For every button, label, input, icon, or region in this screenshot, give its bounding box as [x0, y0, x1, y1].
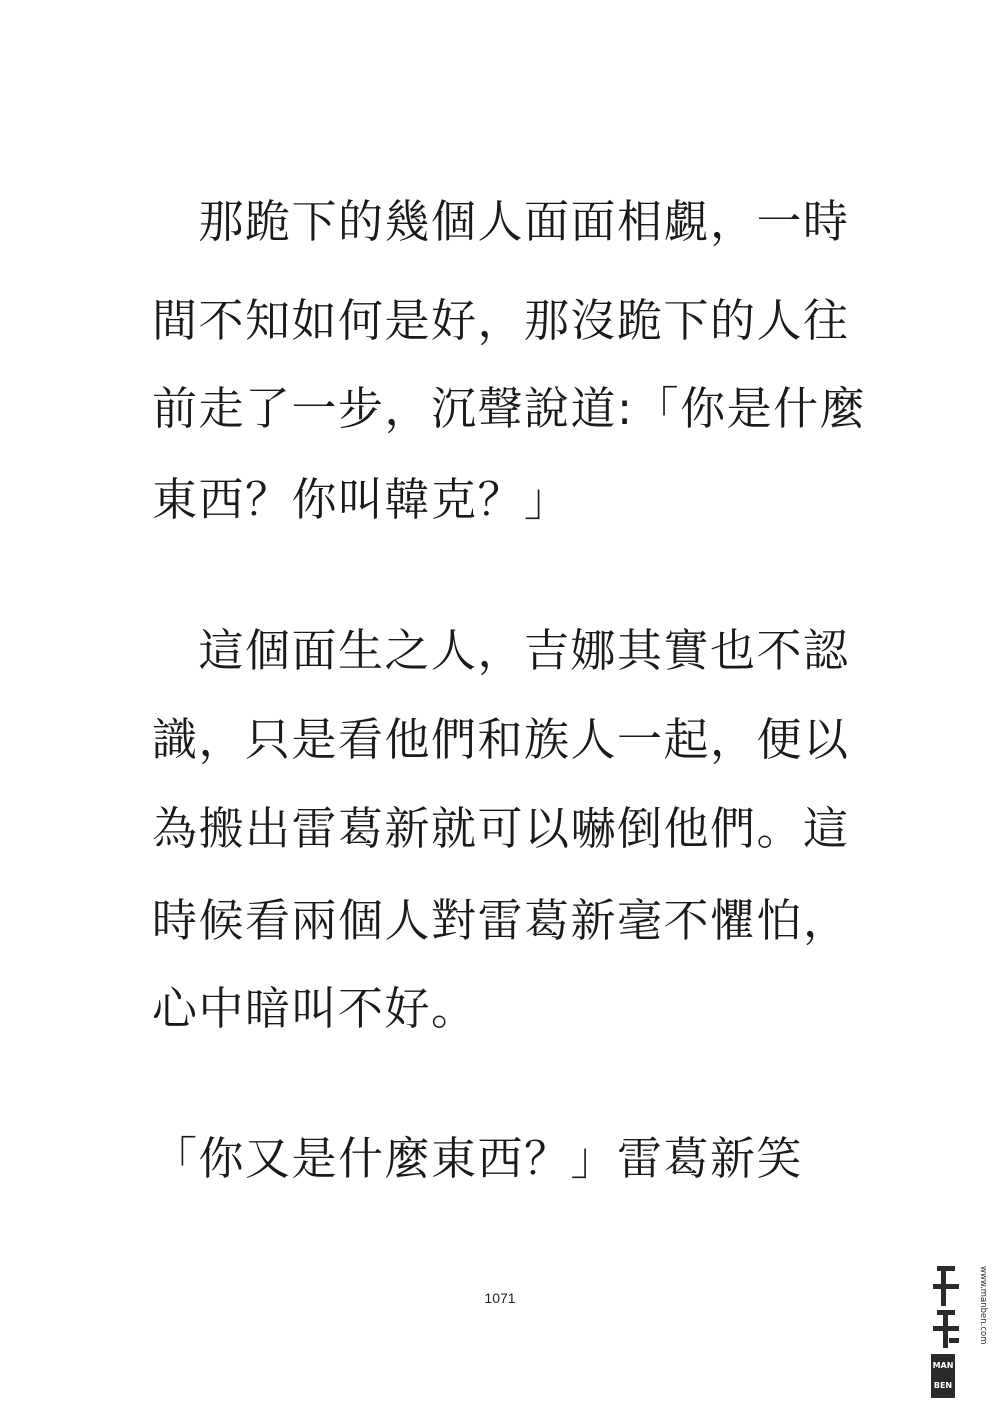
svg-text:www.manben.com: www.manben.com	[978, 1266, 988, 1345]
text-line: 為搬出雷葛新就可以嚇倒他們。這	[152, 802, 850, 855]
text-line: 識，只是看他們和族人一起，便以	[152, 713, 850, 766]
page-number: 1071	[484, 1290, 516, 1306]
text-line: 間不知如何是好，那沒跪下的人往	[152, 294, 850, 347]
manben-watermark-logo	[929, 1262, 993, 1400]
text-line: 時候看兩個人對雷葛新毫不懼怕，	[152, 894, 850, 947]
text-line: 這個面生之人，吉娜其實也不認	[152, 624, 850, 677]
text-line: 心中暗叫不好。	[152, 982, 478, 1035]
svg-text:BEN: BEN	[933, 1381, 953, 1390]
text-line: 那跪下的幾個人面面相覷，一時	[152, 195, 850, 248]
text-line: 東西？你叫韓克？」	[152, 473, 571, 526]
text-line: 「你又是什麼東西？」雷葛新笑	[152, 1132, 804, 1185]
text-line: 前走了一步，沉聲說道:「你是什麼	[152, 382, 867, 435]
svg-text:MAN: MAN	[932, 1361, 954, 1370]
